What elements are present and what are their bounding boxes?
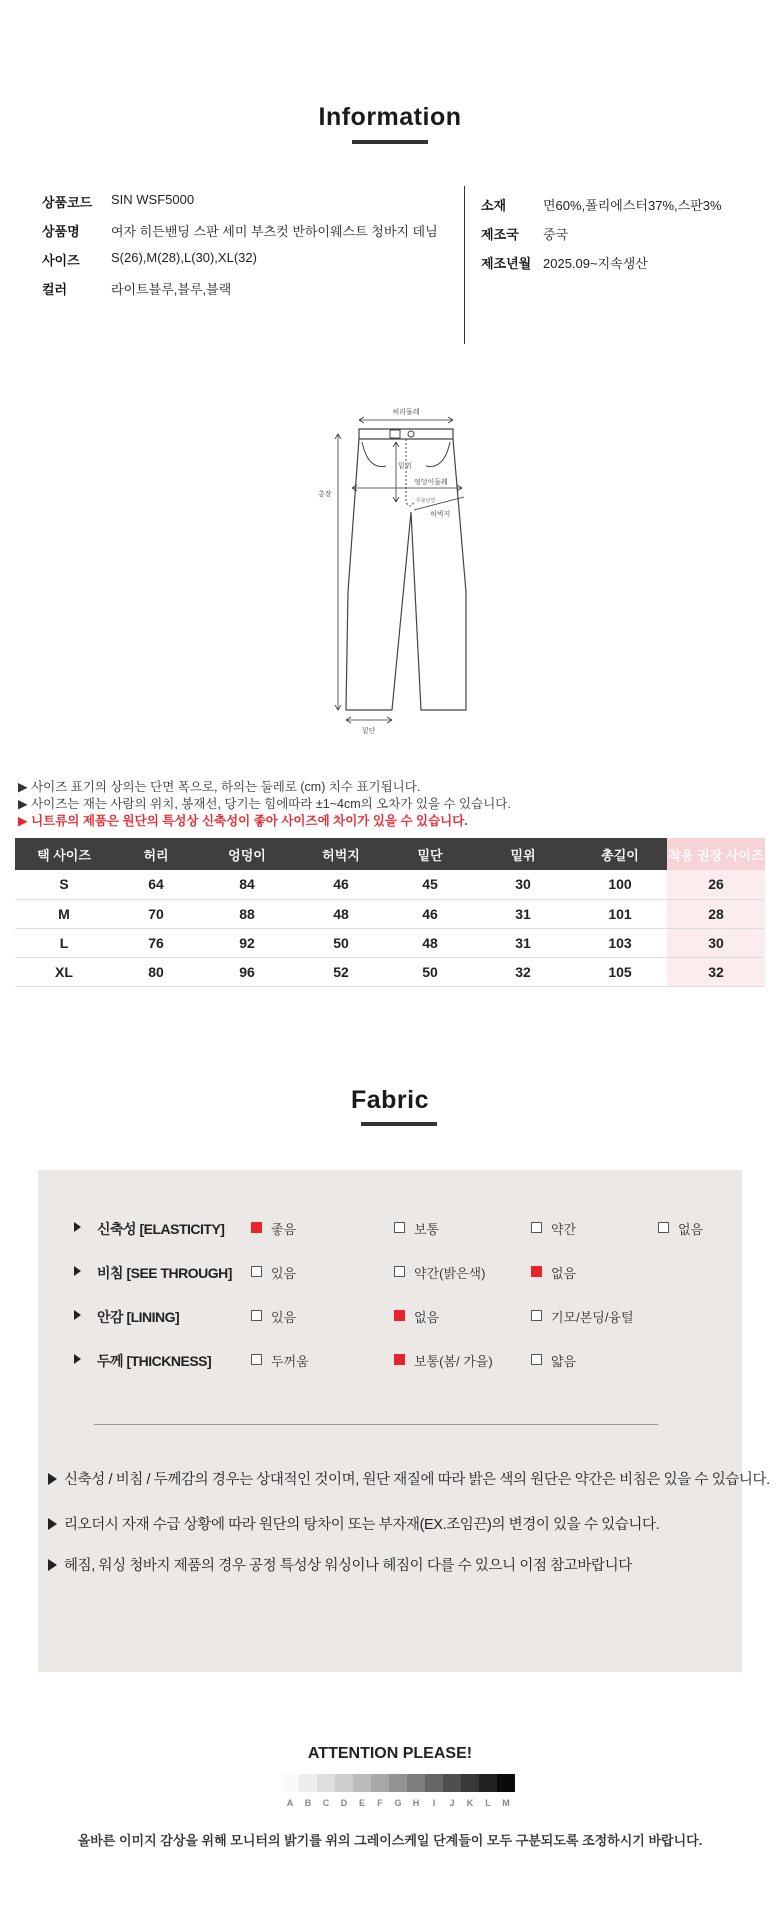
table-cell: 45: [387, 870, 473, 899]
grayscale-letter: I: [432, 1798, 436, 1808]
table-cell: 76: [113, 928, 199, 957]
header-hip: 엉덩이: [199, 838, 295, 870]
table-cell: 100: [573, 870, 667, 899]
fabric-option-label: 보통(봄/ 가을): [414, 1354, 493, 1369]
table-cell: 31: [473, 928, 573, 957]
table-cell: 84: [199, 870, 295, 899]
product-name-label: 상품명: [42, 224, 80, 239]
grayscale-swatch: [443, 1774, 461, 1792]
table-cell: 80: [113, 957, 199, 986]
fabric-title: Fabric: [350, 1086, 430, 1114]
size-note-3: ▶ 니트류의 제품은 원단의 특성상 신축성이 좋아 사이즈에 차이가 있을 수 있습니다.: [18, 814, 468, 828]
table-row: [15, 928, 765, 957]
manufacture-date-value: 2025.09~지속생산: [543, 256, 648, 271]
grayscale-swatch: [461, 1774, 479, 1792]
fabric-option-label: 좋음: [271, 1222, 297, 1237]
grayscale-letter: H: [412, 1798, 420, 1808]
grayscale-letter: J: [449, 1798, 455, 1808]
fabric-option-label: 없음: [551, 1266, 577, 1281]
grayscale-letter: B: [304, 1798, 312, 1808]
grayscale-swatch: [299, 1774, 317, 1792]
grayscale-letter: E: [358, 1798, 365, 1808]
fabric-option-label: 두꺼움: [271, 1354, 309, 1369]
pants-diagram: [310, 402, 480, 742]
table-cell: 26: [667, 870, 765, 899]
grayscale-letter: L: [485, 1798, 491, 1808]
size-label: 사이즈: [42, 253, 80, 268]
table-cell: 28: [667, 899, 765, 928]
grayscale-letter: C: [322, 1798, 330, 1808]
fabric-option-label: 없음: [678, 1222, 704, 1237]
fabric-row-label: 신축성 [ELASTICITY]: [97, 1221, 225, 1237]
table-cell: 64: [113, 870, 199, 899]
diagram-hip-label: 엉덩이둘레: [414, 478, 448, 486]
checkbox-icon: [394, 1266, 405, 1277]
checkbox-icon: [394, 1222, 405, 1233]
table-row: [15, 870, 765, 899]
table-cell: 30: [473, 870, 573, 899]
information-title: Information: [318, 103, 462, 131]
checkbox-icon: [251, 1354, 262, 1365]
grayscale-swatch: [407, 1774, 425, 1792]
grayscale-letter: K: [466, 1798, 474, 1808]
grayscale-letter: M: [502, 1798, 510, 1808]
checkbox-icon: [531, 1222, 542, 1233]
grayscale-swatch: [479, 1774, 497, 1792]
fabric-note-2: 리오더시 자재 수급 상황에 따라 원단의 탕차이 또는 부자재(EX.조임끈)의 변경이 있을 수 있습니다.: [64, 1517, 660, 1533]
fabric-row-label: 두께 [THICKNESS]: [97, 1353, 212, 1369]
arrow-icon: [48, 1473, 57, 1485]
grayscale-swatch: [335, 1774, 353, 1792]
grayscale-letters: [281, 1798, 515, 1808]
size-note-1: ▶ 사이즈 표기의 상의는 단면 폭으로, 하의는 둘레로 (cm) 치수 표기됩니다.: [18, 780, 421, 794]
grayscale-swatch: [389, 1774, 407, 1792]
fabric-note-1: 신축성 / 비침 / 두께감의 경우는 상대적인 것이며, 원단 재질에 따라 밝은 색의 원단은 약간은 비침은 있을 수 있습니다.: [64, 1472, 770, 1488]
table-cell: 50: [387, 957, 473, 986]
material-label: 소재: [481, 198, 507, 213]
table-cell: M: [15, 899, 113, 928]
grayscale-letter: A: [286, 1798, 294, 1808]
table-cell: 88: [199, 899, 295, 928]
table-cell: XL: [15, 957, 113, 986]
size-table: [15, 838, 765, 987]
table-cell: 32: [667, 957, 765, 986]
table-cell: 48: [295, 899, 387, 928]
checkbox-icon: [658, 1222, 669, 1233]
header-tag-size: 택 사이즈: [15, 838, 113, 870]
size-note-2: ▶ 사이즈는 재는 사람의 위치, 봉재선, 당기는 힘에따라 ±1~4cm의 오차가 있을 수 있습니다.: [18, 797, 511, 811]
grayscale-swatch: [317, 1774, 335, 1792]
origin-label: 제조국: [481, 227, 519, 242]
fabric-option-label: 보통: [414, 1222, 440, 1237]
product-name-value: 여자 히든밴딩 스판 세미 부츠컷 반하이웨스트 청바지 데님: [111, 224, 438, 239]
table-cell: 30: [667, 928, 765, 957]
grayscale-bar: [281, 1774, 515, 1792]
header-rise: 밑위: [473, 838, 573, 870]
fabric-row-see-through: [38, 1262, 742, 1282]
table-cell: 52: [295, 957, 387, 986]
checkbox-icon: [251, 1310, 262, 1321]
product-code-label: 상품코드: [42, 195, 93, 210]
info-divider: [464, 186, 465, 344]
fabric-row-thickness: [38, 1350, 742, 1370]
arrow-icon: [48, 1559, 57, 1571]
header-waist: 허리: [113, 838, 199, 870]
checkbox-icon: [251, 1266, 262, 1277]
fabric-row-label: 안감 [LINING]: [97, 1309, 180, 1325]
checkbox-icon: [251, 1222, 262, 1233]
header-recommended-size: 착용 권장 사이즈: [667, 838, 765, 870]
table-cell: 46: [295, 870, 387, 899]
grayscale-swatch: [281, 1774, 299, 1792]
checkbox-icon: [394, 1310, 405, 1321]
color-value: 라이트블루,블루,블랙: [111, 282, 232, 297]
table-row: [15, 957, 765, 986]
fabric-note-3: 헤짐, 워싱 청바지 제품의 경우 공정 특성상 워싱이나 헤짐이 다를 수 있으니 이점 참고바랍니다: [64, 1558, 632, 1574]
origin-value: 중국: [543, 227, 569, 242]
arrow-icon: [74, 1222, 81, 1232]
header-thigh: 허벅지: [295, 838, 387, 870]
fabric-row-lining: [38, 1306, 742, 1326]
fabric-option-label: 있음: [271, 1266, 297, 1281]
size-table-header: [15, 838, 765, 870]
table-row: [15, 899, 765, 928]
table-cell: 105: [573, 957, 667, 986]
checkbox-icon: [531, 1310, 542, 1321]
table-cell: S: [15, 870, 113, 899]
diagram-thigh-label: 허벅지: [430, 510, 451, 518]
table-cell: 46: [387, 899, 473, 928]
fabric-option-label: 없음: [414, 1310, 440, 1325]
table-cell: 48: [387, 928, 473, 957]
diagram-length-label: 총장: [318, 490, 332, 498]
table-cell: 32: [473, 957, 573, 986]
header-hem: 밑단: [387, 838, 473, 870]
size-value: S(26),M(28),L(30),XL(32): [111, 250, 257, 265]
fabric-option-label: 얇음: [551, 1354, 577, 1369]
color-label: 컬러: [42, 282, 68, 297]
grayscale-swatch: [425, 1774, 443, 1792]
attention-title: ATTENTION PLEASE!: [307, 1745, 473, 1762]
grayscale-swatch: [497, 1774, 515, 1792]
title-underline: [352, 140, 428, 144]
fabric-divider: [94, 1424, 658, 1425]
header-length: 총길이: [573, 838, 667, 870]
product-code-value: SIN WSF5000: [111, 192, 195, 207]
grayscale-swatch: [353, 1774, 371, 1792]
checkbox-icon: [531, 1266, 542, 1277]
table-cell: 103: [573, 928, 667, 957]
fabric-panel: [38, 1170, 770, 1672]
diagram-rise-label: 밑위: [398, 462, 412, 470]
grayscale-letter: G: [394, 1798, 402, 1808]
grayscale-letter: F: [377, 1798, 383, 1808]
diagram-waist-label: 허리둘레: [392, 408, 420, 416]
arrow-icon: [48, 1518, 57, 1530]
arrow-icon: [74, 1354, 81, 1364]
diagram-knee-label: 무릎단면: [416, 498, 436, 504]
grayscale-letter: D: [340, 1798, 348, 1808]
fabric-row-label: 비침 [SEE THROUGH]: [97, 1265, 232, 1281]
material-value: 면60%,폴리에스터37%,스판3%: [543, 198, 722, 213]
grayscale-swatch: [371, 1774, 389, 1792]
table-cell: L: [15, 928, 113, 957]
table-cell: 50: [295, 928, 387, 957]
checkbox-icon: [394, 1354, 405, 1365]
fabric-option-label: 있음: [271, 1310, 297, 1325]
checkbox-icon: [531, 1354, 542, 1365]
fabric-option-label: 약간(밝은색): [414, 1266, 486, 1281]
fabric-title-underline: [361, 1122, 437, 1126]
table-cell: 70: [113, 899, 199, 928]
table-cell: 31: [473, 899, 573, 928]
fabric-option-label: 약간: [551, 1222, 577, 1237]
arrow-icon: [74, 1266, 81, 1276]
diagram-hem-label: 밑단: [362, 727, 376, 735]
fabric-row-elasticity: [38, 1218, 742, 1238]
manufacture-date-label: 제조년월: [481, 256, 532, 271]
table-cell: 101: [573, 899, 667, 928]
table-cell: 96: [199, 957, 295, 986]
attention-text: 올바른 이미지 감상을 위해 모니터의 밝기를 위의 그레이스케일 단계들이 모두 구분되도록 조정하시기 바랍니다.: [77, 1833, 703, 1848]
arrow-icon: [74, 1310, 81, 1320]
table-cell: 92: [199, 928, 295, 957]
fabric-option-label: 기모/본딩/융털: [551, 1310, 634, 1325]
